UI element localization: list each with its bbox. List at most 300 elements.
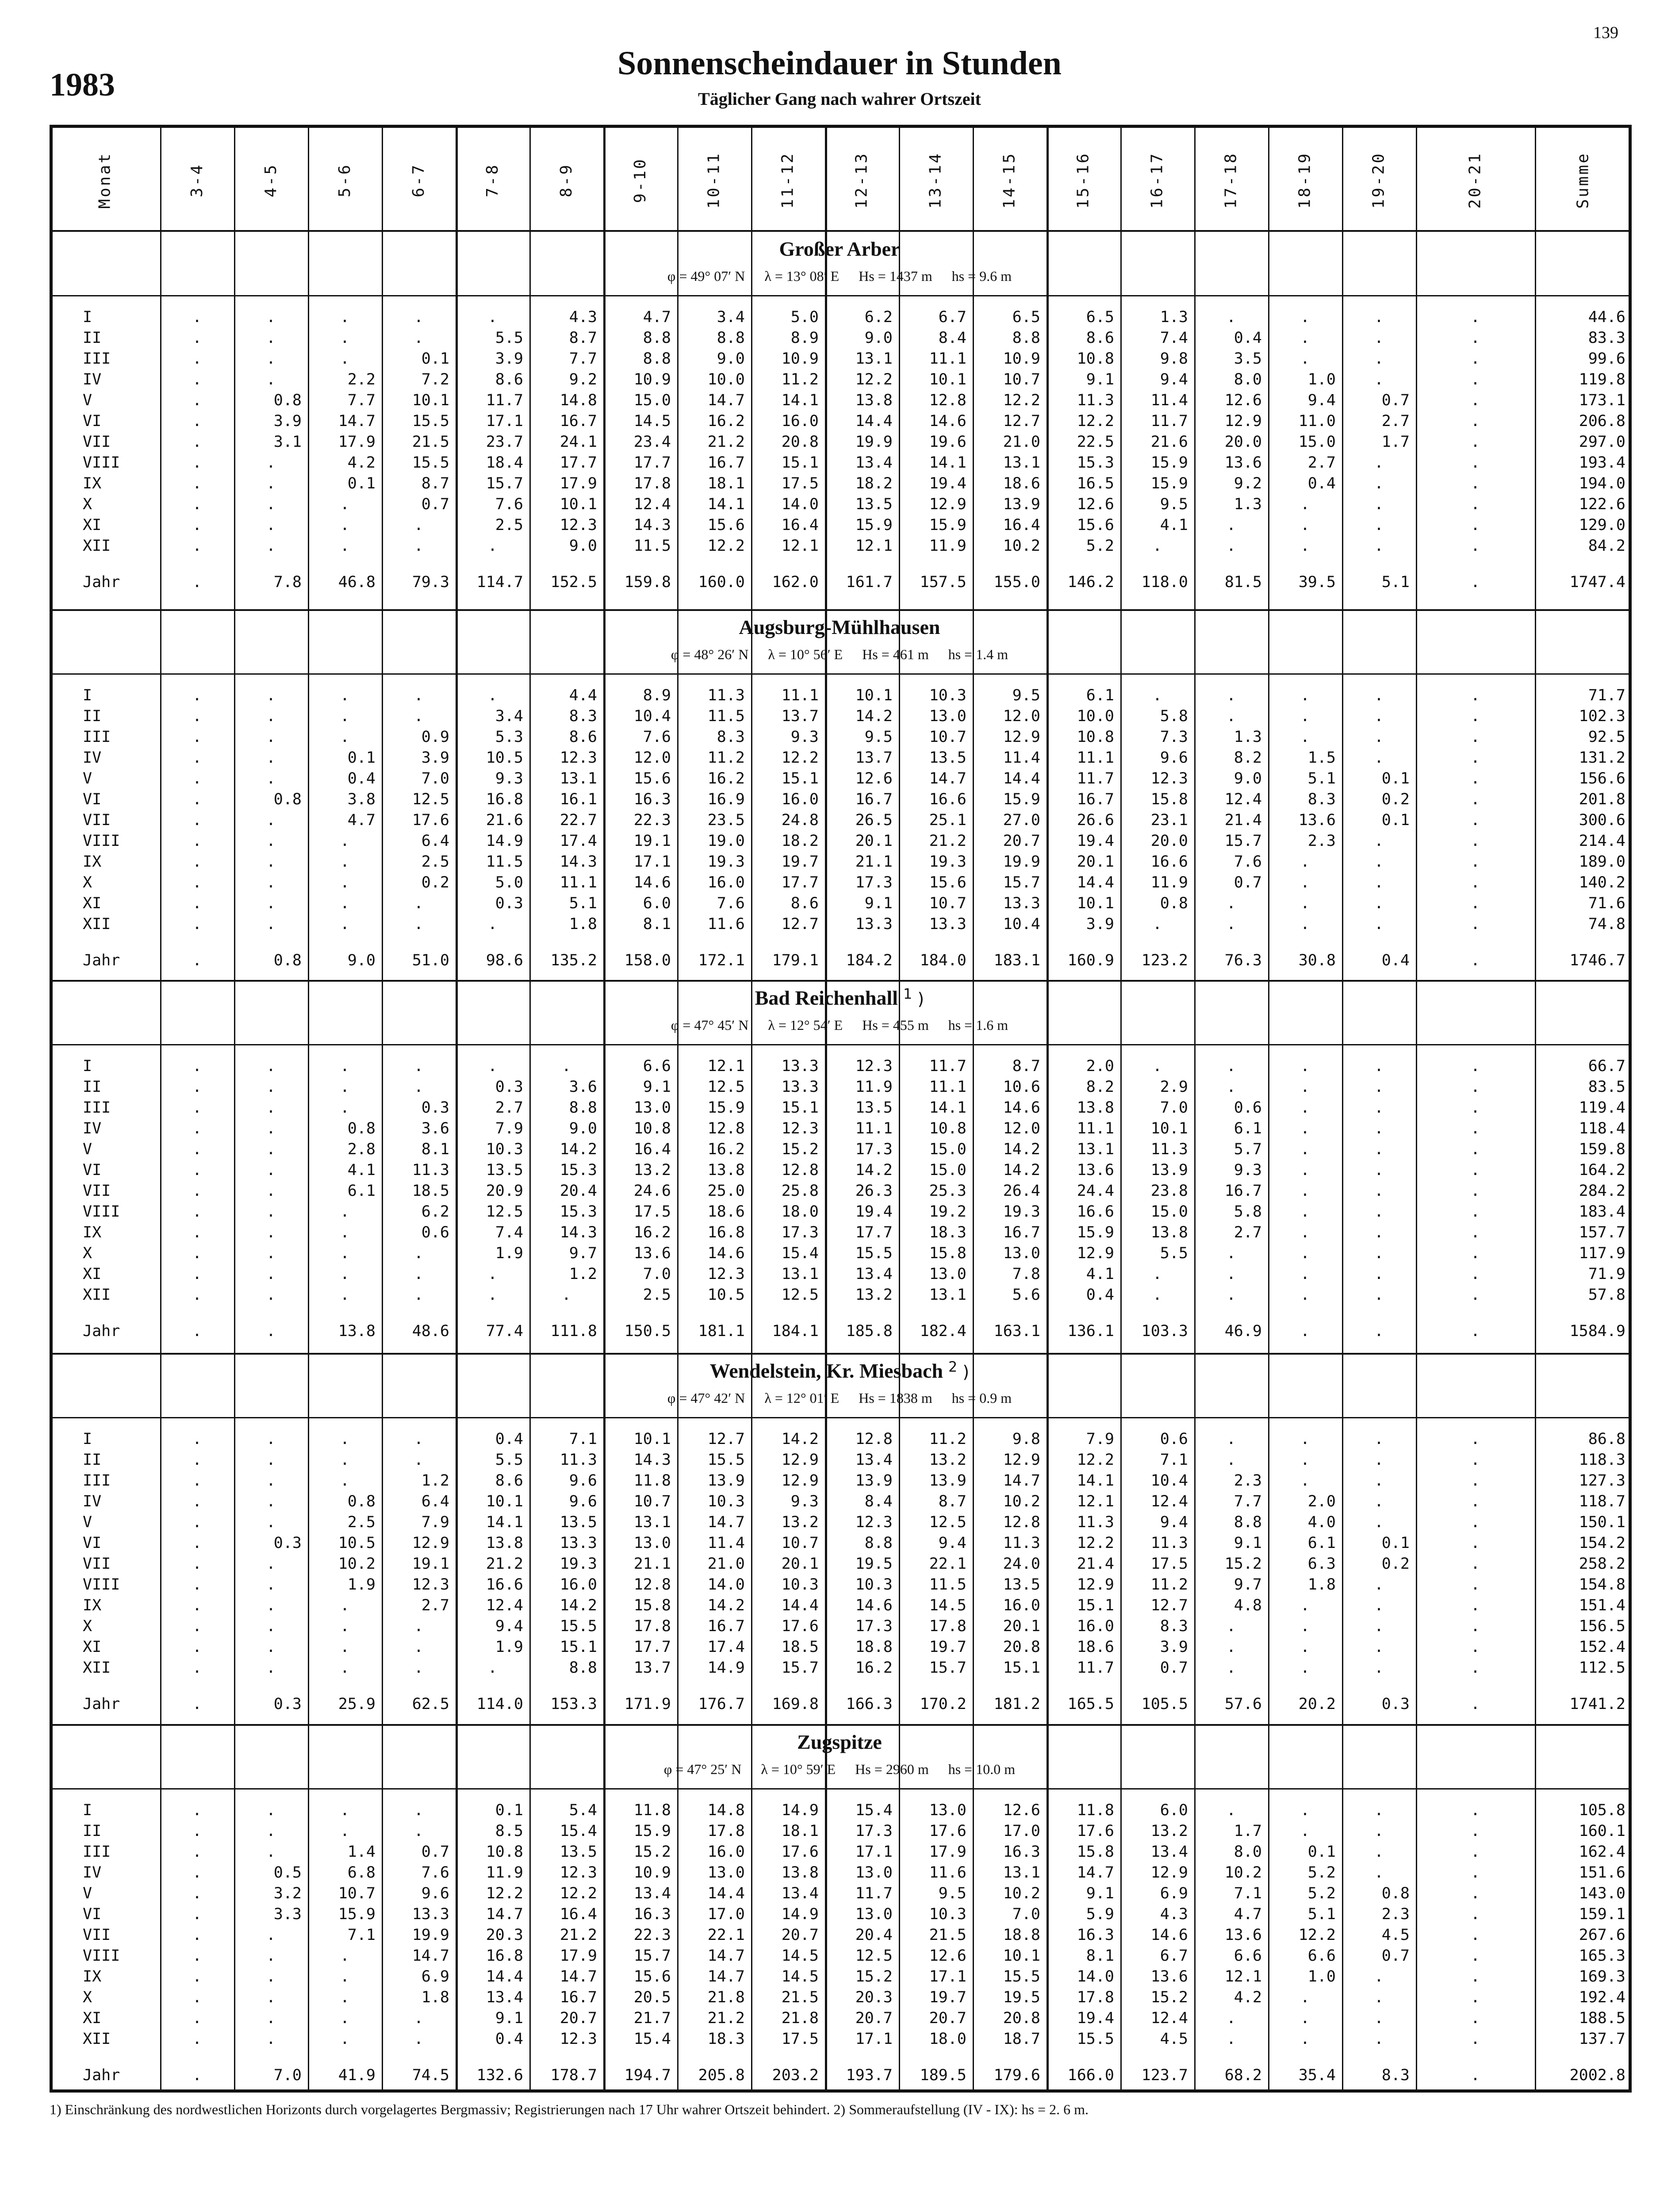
table-cell: 86.8 — [1588, 1430, 1625, 1448]
table-cell: 16.2 — [633, 1224, 671, 1241]
table-cell: 0.4 — [495, 2030, 523, 2048]
table-cell: . — [1152, 537, 1162, 555]
table-cell: 2.9 — [1160, 1078, 1188, 1096]
table-cell: 8.0 — [1234, 1843, 1262, 1861]
table-cell: 4.4 — [569, 687, 597, 704]
table-cell: 6.0 — [643, 895, 671, 912]
table-cell: 13.5 — [1003, 1576, 1040, 1594]
column-header — [160, 133, 234, 228]
table-cell: 12.3 — [707, 1265, 745, 1283]
table-cell: . — [1300, 874, 1310, 891]
table-cell: 2.0 — [1307, 1493, 1336, 1510]
table-cell: 13.4 — [855, 1265, 893, 1283]
table-cell: . — [340, 1099, 350, 1117]
table-cell: 15.9 — [929, 516, 966, 534]
table-cell: 14.6 — [855, 1597, 893, 1614]
table-cell: 7.3 — [1160, 728, 1188, 746]
table-cell: . — [1470, 1430, 1480, 1448]
table-row — [50, 432, 1632, 453]
table-cell: 15.7 — [1003, 874, 1040, 891]
table-cell: 19.5 — [1003, 1989, 1040, 2006]
table-cell: . — [1470, 832, 1480, 850]
table-cell: . — [487, 915, 498, 933]
table-cell: 14.2 — [855, 707, 893, 725]
column-header-label: 20-21 — [1466, 152, 1484, 209]
table-cell: 12.1 — [781, 537, 819, 555]
station-name — [0, 1359, 1679, 1382]
table-cell: 1.8 — [421, 1989, 449, 2006]
table-cell: 17.8 — [1077, 1989, 1114, 2006]
table-cell: . — [1470, 1182, 1480, 1200]
table-cell: 11.3 — [1150, 1534, 1188, 1552]
table-cell: 19.5 — [855, 1555, 893, 1573]
table-cell: . — [192, 1597, 202, 1614]
table-cell: 1.2 — [569, 1265, 597, 1283]
table-cell: . — [1300, 329, 1310, 347]
table-cell: 7.0 — [421, 770, 449, 787]
table-cell: 8.8 — [569, 1659, 597, 1677]
table-cell: 3.4 — [495, 707, 523, 725]
table-cell: 8.7 — [569, 329, 597, 347]
table-cell: 7.0 — [1160, 1099, 1188, 1117]
table-cell: 19.4 — [929, 475, 966, 492]
table-cell: . — [414, 1451, 424, 1469]
table-cell: 13.5 — [560, 1843, 597, 1861]
table-cell: 16.0 — [707, 1843, 745, 1861]
table-cell: . — [1300, 687, 1310, 704]
table-cell: 26.4 — [1003, 1182, 1040, 1200]
table-cell: 71.6 — [1588, 895, 1625, 912]
table-cell: . — [192, 495, 202, 513]
table-cell: . — [266, 2030, 276, 2048]
table-cell: . — [192, 1265, 202, 1283]
table-cell: 17.6 — [412, 811, 449, 829]
table-cell: . — [561, 1057, 571, 1075]
table-cell: . — [266, 475, 276, 492]
table-cell: 10.1 — [486, 1493, 523, 1510]
table-cell: 22.7 — [560, 811, 597, 829]
table-cell: 10.9 — [1003, 350, 1040, 368]
table-cell: . — [340, 687, 350, 704]
table-cell: 11.8 — [633, 1801, 671, 1819]
table-cell: 192.4 — [1579, 1989, 1625, 2006]
table-row — [50, 810, 1632, 831]
page-number: 139 — [1593, 23, 1618, 42]
table-cell: 18.2 — [781, 832, 819, 850]
table-cell: 151.4 — [1579, 1597, 1625, 1614]
table-cell: . — [1470, 537, 1480, 555]
table-cell: 17.7 — [781, 874, 819, 891]
table-cell: . — [340, 1659, 350, 1677]
section-rule — [50, 1353, 1632, 1355]
table-cell: . — [1300, 1822, 1310, 1840]
month-label: V — [83, 392, 92, 409]
table-cell: . — [1374, 454, 1384, 472]
table-cell: 7.7 — [569, 350, 597, 368]
table-cell: 156.6 — [1579, 770, 1625, 787]
table-cell: 35.4 — [1298, 2066, 1336, 2084]
table-cell: 17.1 — [855, 1843, 893, 1861]
table-cell: . — [266, 1659, 276, 1677]
table-cell: 10.8 — [929, 1120, 966, 1137]
table-cell: . — [192, 915, 202, 933]
table-cell: 103.3 — [1141, 1322, 1188, 1340]
table-cell: . — [1300, 1451, 1310, 1469]
table-cell: . — [414, 915, 424, 933]
table-cell: 3.3 — [273, 1905, 302, 1923]
station-name — [0, 237, 1679, 261]
table-cell: . — [192, 433, 202, 451]
table-cell: . — [266, 1947, 276, 1965]
table-cell: 13.4 — [486, 1989, 523, 2006]
table-cell: . — [1226, 308, 1236, 326]
table-cell: 0.1 — [1307, 1843, 1336, 1861]
table-cell: . — [1300, 1120, 1310, 1137]
table-cell: 0.1 — [421, 350, 449, 368]
table-cell: 12.2 — [560, 1885, 597, 1902]
table-cell: 2.5 — [495, 516, 523, 534]
table-cell: 181.2 — [993, 1695, 1040, 1713]
table-cell: 39.5 — [1298, 573, 1336, 591]
column-header-label: 17-18 — [1222, 152, 1240, 209]
table-cell: 18.6 — [707, 1203, 745, 1221]
table-cell: 1.8 — [1307, 1576, 1336, 1594]
table-cell: 4.1 — [1086, 1265, 1114, 1283]
param-lambda: λ = 10° 59′ E — [761, 1761, 836, 1777]
month-label: VI — [83, 1534, 102, 1552]
table-cell: . — [192, 329, 202, 347]
table-cell: 14.7 — [707, 1968, 745, 1985]
table-cell: 16.6 — [929, 791, 966, 808]
table-cell: 14.2 — [560, 1141, 597, 1158]
table-cell: 5.8 — [1234, 1203, 1262, 1221]
table-cell: 7.0 — [1012, 1905, 1040, 1923]
table-cell: . — [1374, 1244, 1384, 1262]
table-row — [50, 307, 1632, 328]
table-cell: 11.3 — [1003, 1534, 1040, 1552]
table-cell: 10.9 — [633, 1864, 671, 1882]
table-cell: 3.9 — [1086, 915, 1114, 933]
table-cell: 11.4 — [1150, 392, 1188, 409]
table-cell: . — [266, 537, 276, 555]
month-label: VIII — [83, 1947, 120, 1965]
month-label: Jahr — [83, 1695, 120, 1713]
table-cell: . — [1470, 412, 1480, 430]
table-cell: 7.6 — [643, 728, 671, 746]
column-header-label: 7-8 — [483, 163, 502, 198]
table-cell: 20.7 — [1003, 832, 1040, 850]
table-row — [50, 1160, 1632, 1181]
column-header-label: 12-13 — [853, 152, 871, 209]
footnote: 1) Einschränkung des nordwestlichen Horizonts durch vorgelagertes Bergmassiv; Registrierungen nach 17 Uhr wahrer Ortszeit behindert. 2) Sommeraufstellung (IV - IX): hs = 2. 6 m. — [50, 2101, 1089, 2117]
table-cell: . — [266, 454, 276, 472]
table-cell: . — [340, 1224, 350, 1241]
table-cell: 19.2 — [929, 1203, 966, 1221]
table-cell: 150.1 — [1579, 1513, 1625, 1531]
month-label: III — [83, 350, 111, 368]
table-cell: . — [266, 1078, 276, 1096]
month-label: VI — [83, 1905, 102, 1923]
table-cell: 8.8 — [643, 350, 671, 368]
table-cell: . — [192, 475, 202, 492]
table-row — [50, 1575, 1632, 1595]
table-cell: 17.7 — [855, 1224, 893, 1241]
table-cell: 12.2 — [486, 1885, 523, 1902]
column-header-label: 5-6 — [336, 163, 354, 198]
table-cell: . — [266, 811, 276, 829]
month-label: IV — [83, 1864, 102, 1882]
table-cell: 12.0 — [1003, 707, 1040, 725]
month-label: XI — [83, 1638, 102, 1656]
table-cell: 14.4 — [707, 1885, 745, 1902]
column-header — [603, 133, 677, 228]
table-row — [50, 1637, 1632, 1658]
table-cell: 7.8 — [1012, 1265, 1040, 1283]
table-cell: 13.8 — [781, 1864, 819, 1882]
table-cell: 12.9 — [412, 1534, 449, 1552]
table-cell: . — [1300, 1472, 1310, 1490]
table-cell: 12.3 — [560, 1864, 597, 1882]
table-cell: 13.1 — [1077, 1141, 1114, 1158]
table-cell: . — [1226, 1617, 1236, 1635]
table-cell: 17.7 — [560, 454, 597, 472]
table-cell: 6.9 — [421, 1968, 449, 1985]
table-cell: 11.6 — [707, 915, 745, 933]
table-row — [50, 1616, 1632, 1637]
table-cell: 10.3 — [855, 1576, 893, 1594]
table-cell: 66.7 — [1588, 1057, 1625, 1075]
table-cell: . — [1226, 1451, 1236, 1469]
table-cell: 4.3 — [1160, 1905, 1188, 1923]
table-cell: 18.8 — [855, 1638, 893, 1656]
month-label: V — [83, 1513, 92, 1531]
params-rule — [50, 673, 1632, 675]
table-cell: 16.1 — [560, 791, 597, 808]
table-cell: 14.1 — [781, 392, 819, 409]
table-cell: 0.1 — [347, 749, 376, 767]
table-cell: . — [192, 1286, 202, 1304]
table-cell: 12.6 — [855, 770, 893, 787]
table-cell: 9.0 — [864, 329, 893, 347]
table-cell: 13.3 — [560, 1534, 597, 1552]
table-cell: 15.3 — [560, 1161, 597, 1179]
table-cell: 18.0 — [929, 2030, 966, 2048]
table-cell: . — [192, 1182, 202, 1200]
table-cell: 15.9 — [1077, 1224, 1114, 1241]
table-cell: 11.7 — [855, 1885, 893, 1902]
table-cell: 4.3 — [569, 308, 597, 326]
table-cell: . — [1226, 516, 1236, 534]
table-cell: . — [1374, 832, 1384, 850]
table-cell: 20.1 — [855, 832, 893, 850]
table-cell: 30.8 — [1298, 952, 1336, 969]
table-cell: 8.7 — [421, 475, 449, 492]
table-cell: . — [1374, 495, 1384, 513]
table-cell: . — [1470, 1822, 1480, 1840]
table-cell: 3.6 — [569, 1078, 597, 1096]
table-row — [50, 411, 1632, 432]
table-row — [50, 1222, 1632, 1243]
table-cell: 19.1 — [412, 1555, 449, 1573]
table-cell: . — [1374, 1864, 1384, 1882]
table-cell: . — [192, 1968, 202, 1985]
table-cell: . — [192, 1843, 202, 1861]
table-cell: 4.1 — [347, 1161, 376, 1179]
table-cell: 13.8 — [855, 392, 893, 409]
table-cell: . — [1226, 1430, 1236, 1448]
table-cell: 10.2 — [338, 1555, 376, 1573]
table-cell: . — [1226, 537, 1236, 555]
table-cell: 11.1 — [929, 350, 966, 368]
table-cell: 4.7 — [1234, 1905, 1262, 1923]
table-cell: 17.1 — [929, 1968, 966, 1985]
table-cell: 127.3 — [1579, 1472, 1625, 1490]
table-cell: 2002.8 — [1569, 2066, 1625, 2084]
table-cell: 20.7 — [855, 2009, 893, 2027]
table-cell: . — [1470, 1555, 1480, 1573]
table-cell: 18.5 — [412, 1182, 449, 1200]
table-cell: 5.5 — [495, 1451, 523, 1469]
table-cell: 12.9 — [1150, 1864, 1188, 1882]
table-cell: . — [1470, 1926, 1480, 1944]
table-cell: . — [1470, 1099, 1480, 1117]
month-label: III — [83, 1843, 111, 1861]
table-row — [50, 727, 1632, 748]
table-cell: 12.7 — [1003, 412, 1040, 430]
table-cell: . — [1226, 2030, 1236, 2048]
table-cell: . — [192, 1905, 202, 1923]
table-cell: . — [266, 1120, 276, 1137]
table-cell: . — [340, 1597, 350, 1614]
table-cell: . — [266, 728, 276, 746]
table-cell: . — [340, 853, 350, 871]
table-cell: 14.2 — [781, 1430, 819, 1448]
table-cell: . — [1374, 371, 1384, 388]
table-cell: 19.9 — [412, 1926, 449, 1944]
table-cell: 12.1 — [855, 537, 893, 555]
table-cell: . — [1300, 1265, 1310, 1283]
table-cell: 8.3 — [1381, 2066, 1410, 2084]
table-cell: 300.6 — [1579, 811, 1625, 829]
column-header — [234, 133, 308, 228]
table-cell: . — [266, 495, 276, 513]
year-total-row — [50, 950, 1632, 971]
table-cell: 17.6 — [781, 1843, 819, 1861]
table-cell: 0.6 — [1234, 1099, 1262, 1117]
table-cell: . — [1470, 1078, 1480, 1096]
table-row — [50, 2008, 1632, 2029]
table-cell: 3.1 — [273, 433, 302, 451]
table-cell: 99.6 — [1588, 350, 1625, 368]
table-cell: 7.4 — [495, 1224, 523, 1241]
table-cell: . — [192, 1078, 202, 1096]
table-cell: 6.7 — [938, 308, 966, 326]
table-cell: 11.8 — [633, 1472, 671, 1490]
table-cell: 2.7 — [1381, 412, 1410, 430]
table-cell: 13.0 — [707, 1864, 745, 1882]
table-cell: . — [192, 707, 202, 725]
table-row — [50, 789, 1632, 810]
table-cell: 184.0 — [920, 952, 966, 969]
table-cell: 9.5 — [864, 728, 893, 746]
table-cell: 189.5 — [920, 2066, 966, 2084]
table-cell: 16.6 — [486, 1576, 523, 1594]
table-cell: 68.2 — [1224, 2066, 1262, 2084]
table-cell: 20.7 — [781, 1926, 819, 1944]
table-cell: . — [414, 1617, 424, 1635]
table-cell: . — [266, 1161, 276, 1179]
table-cell: . — [266, 1322, 276, 1340]
table-cell: 12.8 — [929, 392, 966, 409]
table-cell: 25.9 — [338, 1695, 376, 1713]
table-cell: 8.7 — [1012, 1057, 1040, 1075]
year-label: 1983 — [50, 67, 115, 103]
table-cell: 12.8 — [781, 1161, 819, 1179]
table-cell: 2.5 — [347, 1513, 376, 1531]
table-cell: 111.8 — [550, 1322, 597, 1340]
table-cell: 9.3 — [790, 728, 819, 746]
table-cell: . — [1300, 1322, 1310, 1340]
table-row — [50, 872, 1632, 893]
table-cell: 14.9 — [486, 832, 523, 850]
table-cell: 16.2 — [707, 1141, 745, 1158]
table-cell: 16.0 — [781, 791, 819, 808]
table-cell: 267.6 — [1579, 1926, 1625, 1944]
table-row — [50, 453, 1632, 473]
table-row — [50, 893, 1632, 914]
table-cell: 10.1 — [560, 495, 597, 513]
table-cell: . — [1470, 1864, 1480, 1882]
column-header-label: 16-17 — [1148, 152, 1166, 209]
month-label: VI — [83, 412, 102, 430]
table-cell: . — [1470, 433, 1480, 451]
table-cell: 20.7 — [929, 2009, 966, 2027]
table-cell: 15.2 — [633, 1843, 671, 1861]
table-cell: 153.3 — [550, 1695, 597, 1713]
table-cell: 2.3 — [1234, 1472, 1262, 1490]
month-label: II — [83, 1451, 102, 1469]
table-cell: 12.2 — [1077, 1534, 1114, 1552]
table-cell: 98.6 — [486, 952, 523, 969]
station-name — [0, 986, 1679, 1010]
table-cell: 14.7 — [560, 1968, 597, 1985]
table-cell: 214.4 — [1579, 832, 1625, 850]
table-cell: 6.0 — [1160, 1801, 1188, 1819]
table-cell: 17.6 — [1077, 1822, 1114, 1840]
table-cell: 119.4 — [1579, 1099, 1625, 1117]
table-cell: 13.3 — [781, 1078, 819, 1096]
table-row — [50, 349, 1632, 369]
table-cell: . — [1470, 749, 1480, 767]
table-cell: 16.3 — [1003, 1843, 1040, 1861]
table-cell: 9.2 — [1234, 475, 1262, 492]
table-cell: 136.1 — [1067, 1322, 1114, 1340]
table-cell: 0.7 — [1160, 1659, 1188, 1677]
param-phi: φ = 47° 25′ N — [663, 1761, 742, 1777]
table-cell: . — [1226, 1286, 1236, 1304]
table-cell: 12.9 — [1003, 1451, 1040, 1469]
table-cell: . — [266, 1926, 276, 1944]
table-cell: 10.1 — [855, 687, 893, 704]
table-cell: 7.6 — [717, 895, 745, 912]
table-cell: . — [1470, 770, 1480, 787]
month-label: XI — [83, 516, 102, 534]
table-row — [50, 1471, 1632, 1491]
table-cell: 3.6 — [421, 1120, 449, 1137]
table-cell: 0.8 — [347, 1120, 376, 1137]
table-cell: 1.9 — [347, 1576, 376, 1594]
table-cell: 15.4 — [781, 1244, 819, 1262]
